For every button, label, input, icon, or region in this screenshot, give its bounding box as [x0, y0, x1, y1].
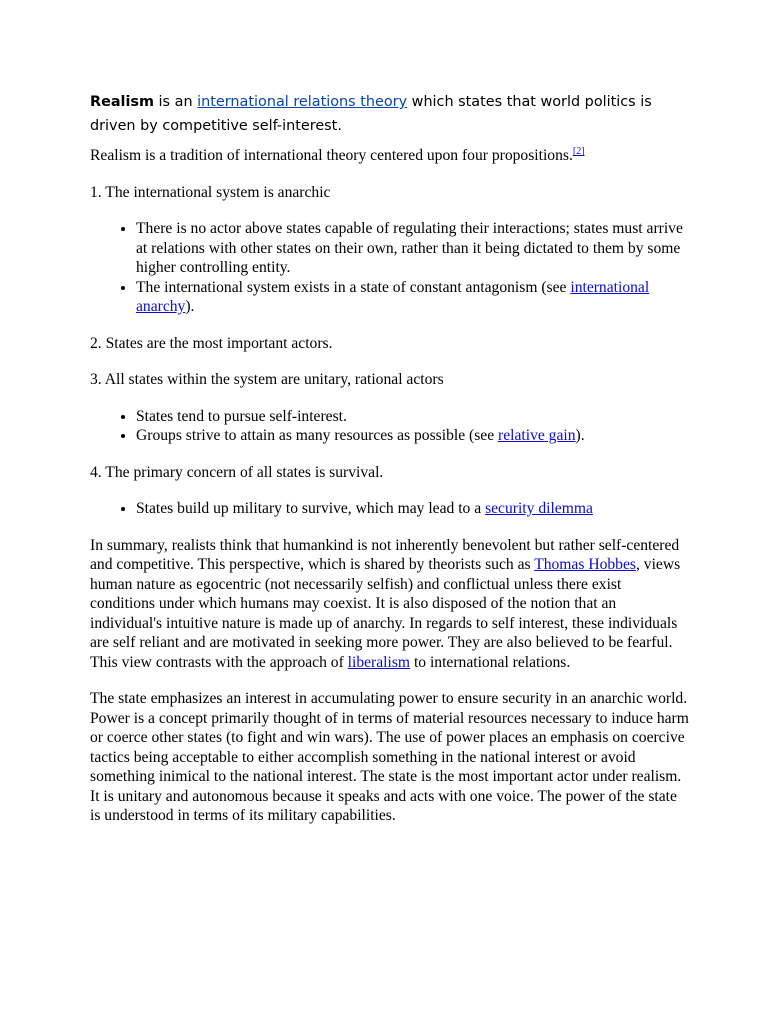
- summary-text-3: to international relations.: [410, 653, 571, 671]
- tradition-paragraph: [90, 146, 690, 166]
- list-item: [136, 278, 690, 317]
- list-item: • States tend to pursue self-interest.: [136, 407, 690, 427]
- list-item-text: States build up military to survive, which may lead to a: [136, 500, 486, 517]
- state-paragraph: The state emphasizes an interest in accumulating power to ensure security in an anarchic world. Power is a concept primarily thought of in terms of material resources necessary to induce harm or coerce other states (to fight and win wars). The use of power places an emphasis on coercive tactics being acceptable to either accomplish something in the national interest or avoid something inimical to the national interest. The state is the most important actor under realism. It is unitary and autonomous because it speaks and acts with one voice. The power of the state is understood in terms of its military capabilities.: [90, 690, 689, 824]
- security-dilemma-link[interactable]: security dilemma: [485, 500, 593, 517]
- proposition-3-heading: 3. All states within the system are unitary, rational actors: [90, 371, 444, 388]
- proposition-1-list: [90, 219, 690, 317]
- proposition-3-list: [90, 407, 690, 446]
- thomas-hobbes-link[interactable]: Thomas Hobbes: [534, 556, 636, 573]
- proposition-4-list: [90, 499, 690, 519]
- international-relations-theory-link[interactable]: international relations theory: [197, 94, 408, 110]
- international-anarchy-link[interactable]: international anarchy: [136, 278, 650, 315]
- tradition-text: Realism is a tradition of international theory centered upon four propositions.: [90, 147, 573, 164]
- proposition-4-heading: 4. The primary concern of all states is survival.: [90, 463, 384, 481]
- list-item: [136, 499, 690, 519]
- list-item-end: ).: [185, 298, 195, 315]
- summary-text-2: , views human nature as egocentric (not necessarily selfish) and conflictual unless there exist conditions under which humans may coexist. It is also disposed of the notion that an individual's intuitive nature is made up of anarchy. In regards to self interest, these individuals are self reliant and are motivated in seeking more power. They are also believed to be fearful. This view contrasts with the approach of: [90, 556, 681, 671]
- intro-text-2: which states that world politics is driven by competitive self-interest.: [90, 94, 652, 134]
- realism-term: Realism: [90, 94, 154, 110]
- liberalism-link[interactable]: liberalism: [347, 653, 411, 671]
- list-item-text: Groups strive to attain as many resources as possible (see: [136, 427, 499, 444]
- intro-paragraph: [90, 90, 690, 138]
- summary-text-1: In summary, realists think that humankind is not inherently benevolent but rather self-centered and competitive. This perspective, which is shared by theorists such as: [90, 536, 680, 573]
- proposition-1-heading: 1. The international system is anarchic: [90, 183, 331, 201]
- reference-link-2[interactable]: [2]: [572, 145, 585, 157]
- list-item-text: The international system exists in a state of constant antagonism (see: [136, 278, 571, 296]
- list-item: [136, 426, 690, 446]
- summary-paragraph: [90, 536, 690, 673]
- list-item-end: ).: [575, 427, 585, 444]
- proposition-2-heading: 2. States are the most important actors.: [90, 334, 333, 352]
- document-page: [90, 90, 690, 843]
- relative-gain-link[interactable]: relative gain: [498, 427, 576, 444]
- list-item: • There is no actor above states capable of regulating their interactions; states must arrive at relations with other states on their own, rather than it being dictated to them by some higher controlling entity.: [136, 219, 690, 278]
- intro-text-1: is an: [153, 94, 198, 110]
